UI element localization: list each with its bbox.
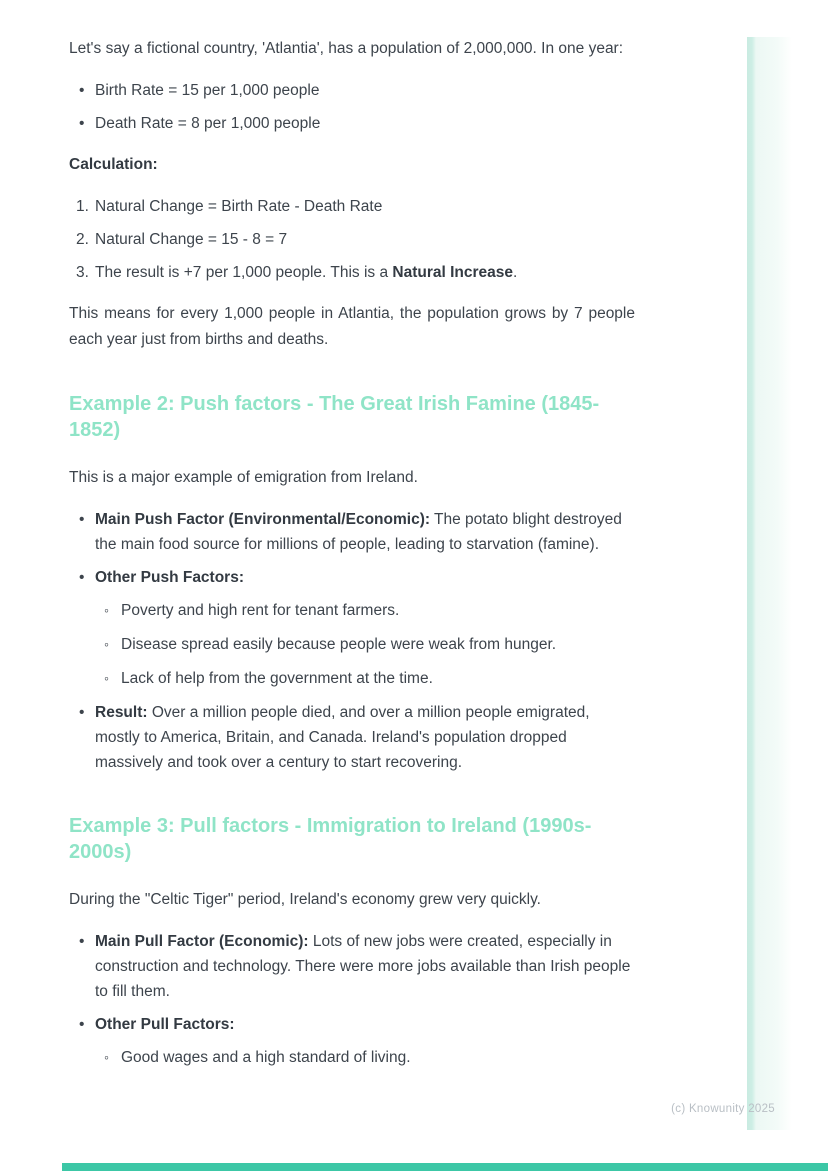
list-item: • Main Pull Factor (Economic): Lots of new jobs were created, especially in construction and technology. There were more jobs available than Irish people to fill them. <box>95 929 635 1004</box>
calculation-label: Calculation: <box>69 156 158 173</box>
list-item: ◦ Good wages and a high standard of living. <box>121 1045 635 1070</box>
list-item: • Other Push Factors: ◦ Poverty and high rent for tenant farmers. ◦ Disease spread easily because people were weak from hunger. ◦ Lack of help from the government at the time. <box>95 565 635 691</box>
list-item: ◦ Poverty and high rent for tenant farmers. <box>121 598 635 623</box>
list-item: • Other Pull Factors: ◦ Good wages and a high standard of living. <box>95 1012 635 1070</box>
example1-intro-paragraph: Let's say a fictional country, 'Atlantia', has a population of 2,000,000. In one year: <box>69 40 624 57</box>
next-page-top-accent-bar <box>62 1163 828 1171</box>
list-item: ◦ Lack of help from the government at the time. <box>121 666 635 691</box>
page-edge-accent-bar <box>747 37 792 1130</box>
example1-conclusion-paragraph: This means for every 1,000 people in Atlantia, the population grows by 7 people each year just from births and deaths. <box>69 305 635 348</box>
rates-list <box>69 78 635 136</box>
pull-factors-sublist <box>95 1045 635 1070</box>
example2-heading: Example 2: Push factors - The Great Irish Famine (1845-1852) <box>69 393 600 441</box>
document-page <box>69 36 635 1086</box>
copyright-watermark: (c) Knowunity 2025 <box>671 1103 775 1115</box>
list-item: • Death Rate = 8 per 1,000 people <box>95 111 635 136</box>
push-factors-sublist <box>95 598 635 691</box>
example3-bullet-list <box>69 929 635 1070</box>
example3-heading: Example 3: Pull factors - Immigration to Ireland (1990s-2000s) <box>69 815 592 863</box>
list-item: Natural Change = 15 - 8 = 7 <box>95 231 288 248</box>
list-item: ◦ Disease spread easily because people were weak from hunger. <box>121 632 635 657</box>
list-item: • Birth Rate = 15 per 1,000 people <box>95 78 635 103</box>
list-item: • Result: Over a million people died, and over a million people emigrated, mostly to America, Britain, and Canada. Ireland's population dropped massively and took over a century to start recovering. <box>95 700 635 775</box>
calculation-steps-list <box>69 194 635 285</box>
example2-bullet-list <box>69 507 635 775</box>
example2-intro-paragraph: This is a major example of emigration from Ireland. <box>69 469 418 486</box>
list-item: • Main Push Factor (Environmental/Economic): The potato blight destroyed the main food source for millions of people, leading to starvation (famine). <box>95 507 635 557</box>
example3-intro-paragraph: During the "Celtic Tiger" period, Ireland's economy grew very quickly. <box>69 891 541 908</box>
list-item: Natural Change = Birth Rate - Death Rate <box>95 198 383 215</box>
list-item: The result is +7 per 1,000 people. This is a Natural Increase. <box>95 264 518 281</box>
